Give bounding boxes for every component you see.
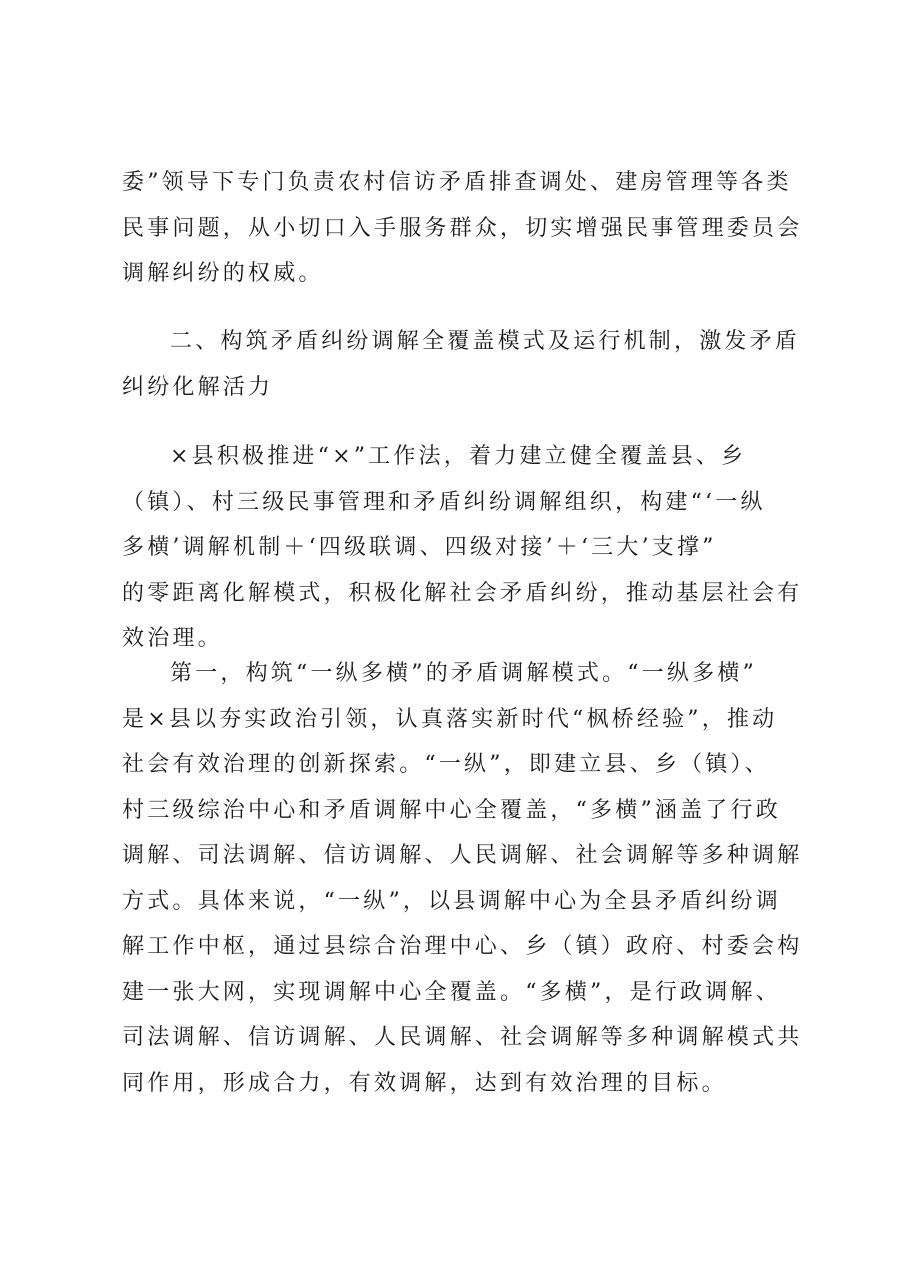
paragraph-line: 效治理。	[122, 626, 223, 651]
paragraph-line: 第一，构筑“一纵多横”的矛盾调解模式。“一纵多横”	[170, 661, 757, 686]
paragraph-line: 同作用，形成合力，有效调解，达到有效治理的目标。	[122, 1070, 727, 1096]
paragraph-line: 建一张大网，实现调解中心全覆盖。“多横”，是行政调解、	[122, 979, 781, 1005]
paragraph-line: 民事问题，从小切口入手服务群众，切实增强民事管理委员会	[122, 215, 803, 241]
paragraph-line: 调解、司法调解、信访调解、人民调解、社会调解等多种调解	[122, 843, 803, 868]
heading-line: 二、构筑矛盾纠纷调解全覆盖模式及运行机制，激发矛盾	[170, 329, 801, 354]
paragraph-line: 方式。具体来说，“一纵”，以县调解中心为全县矛盾纠纷调	[122, 888, 781, 914]
section-heading	[122, 319, 801, 410]
paragraph-line: 司法调解、信访调解、人民调解、社会调解等多种调解模式共	[122, 1025, 803, 1050]
paragraph-line: 多横’调解机制＋‘四级联调、四级对接’＋‘三大’支撑”	[122, 535, 717, 560]
paragraph-line: 解工作中枢，通过县综合治理中心、乡（镇）政府、村委会构	[122, 934, 803, 959]
paragraph-line: ×县积极推进“×”工作法，着力建立健全覆盖县、乡	[170, 444, 747, 469]
paragraph-first-point	[122, 651, 803, 1106]
heading-line: 纠纷化解活力	[122, 374, 274, 400]
paragraph-line: 社会有效治理的创新探索。“一纵”，即建立县、乡（镇）、	[122, 752, 770, 777]
paragraph-line: 是×县以夯实政治引领，认真落实新时代“枫桥经验”，推动	[122, 706, 778, 732]
paragraph-intro	[122, 434, 803, 662]
paragraph-line: 的零距离化解模式，积极化解社会矛盾纠纷，推动基层社会有	[122, 580, 803, 606]
paragraph-line: 村三级综治中心和矛盾调解中心全覆盖，“多横”涵盖了行政	[122, 797, 781, 823]
paragraph-line: 调解纠纷的权威。	[122, 261, 324, 286]
paragraph-line: 委”领导下专门负责农村信访矛盾排查调处、建房管理等各类	[122, 170, 792, 195]
paragraph-continuation	[122, 160, 803, 297]
paragraph-line: （镇）、村三级民事管理和矛盾纠纷调解组织，构建“‘一纵	[122, 489, 766, 515]
